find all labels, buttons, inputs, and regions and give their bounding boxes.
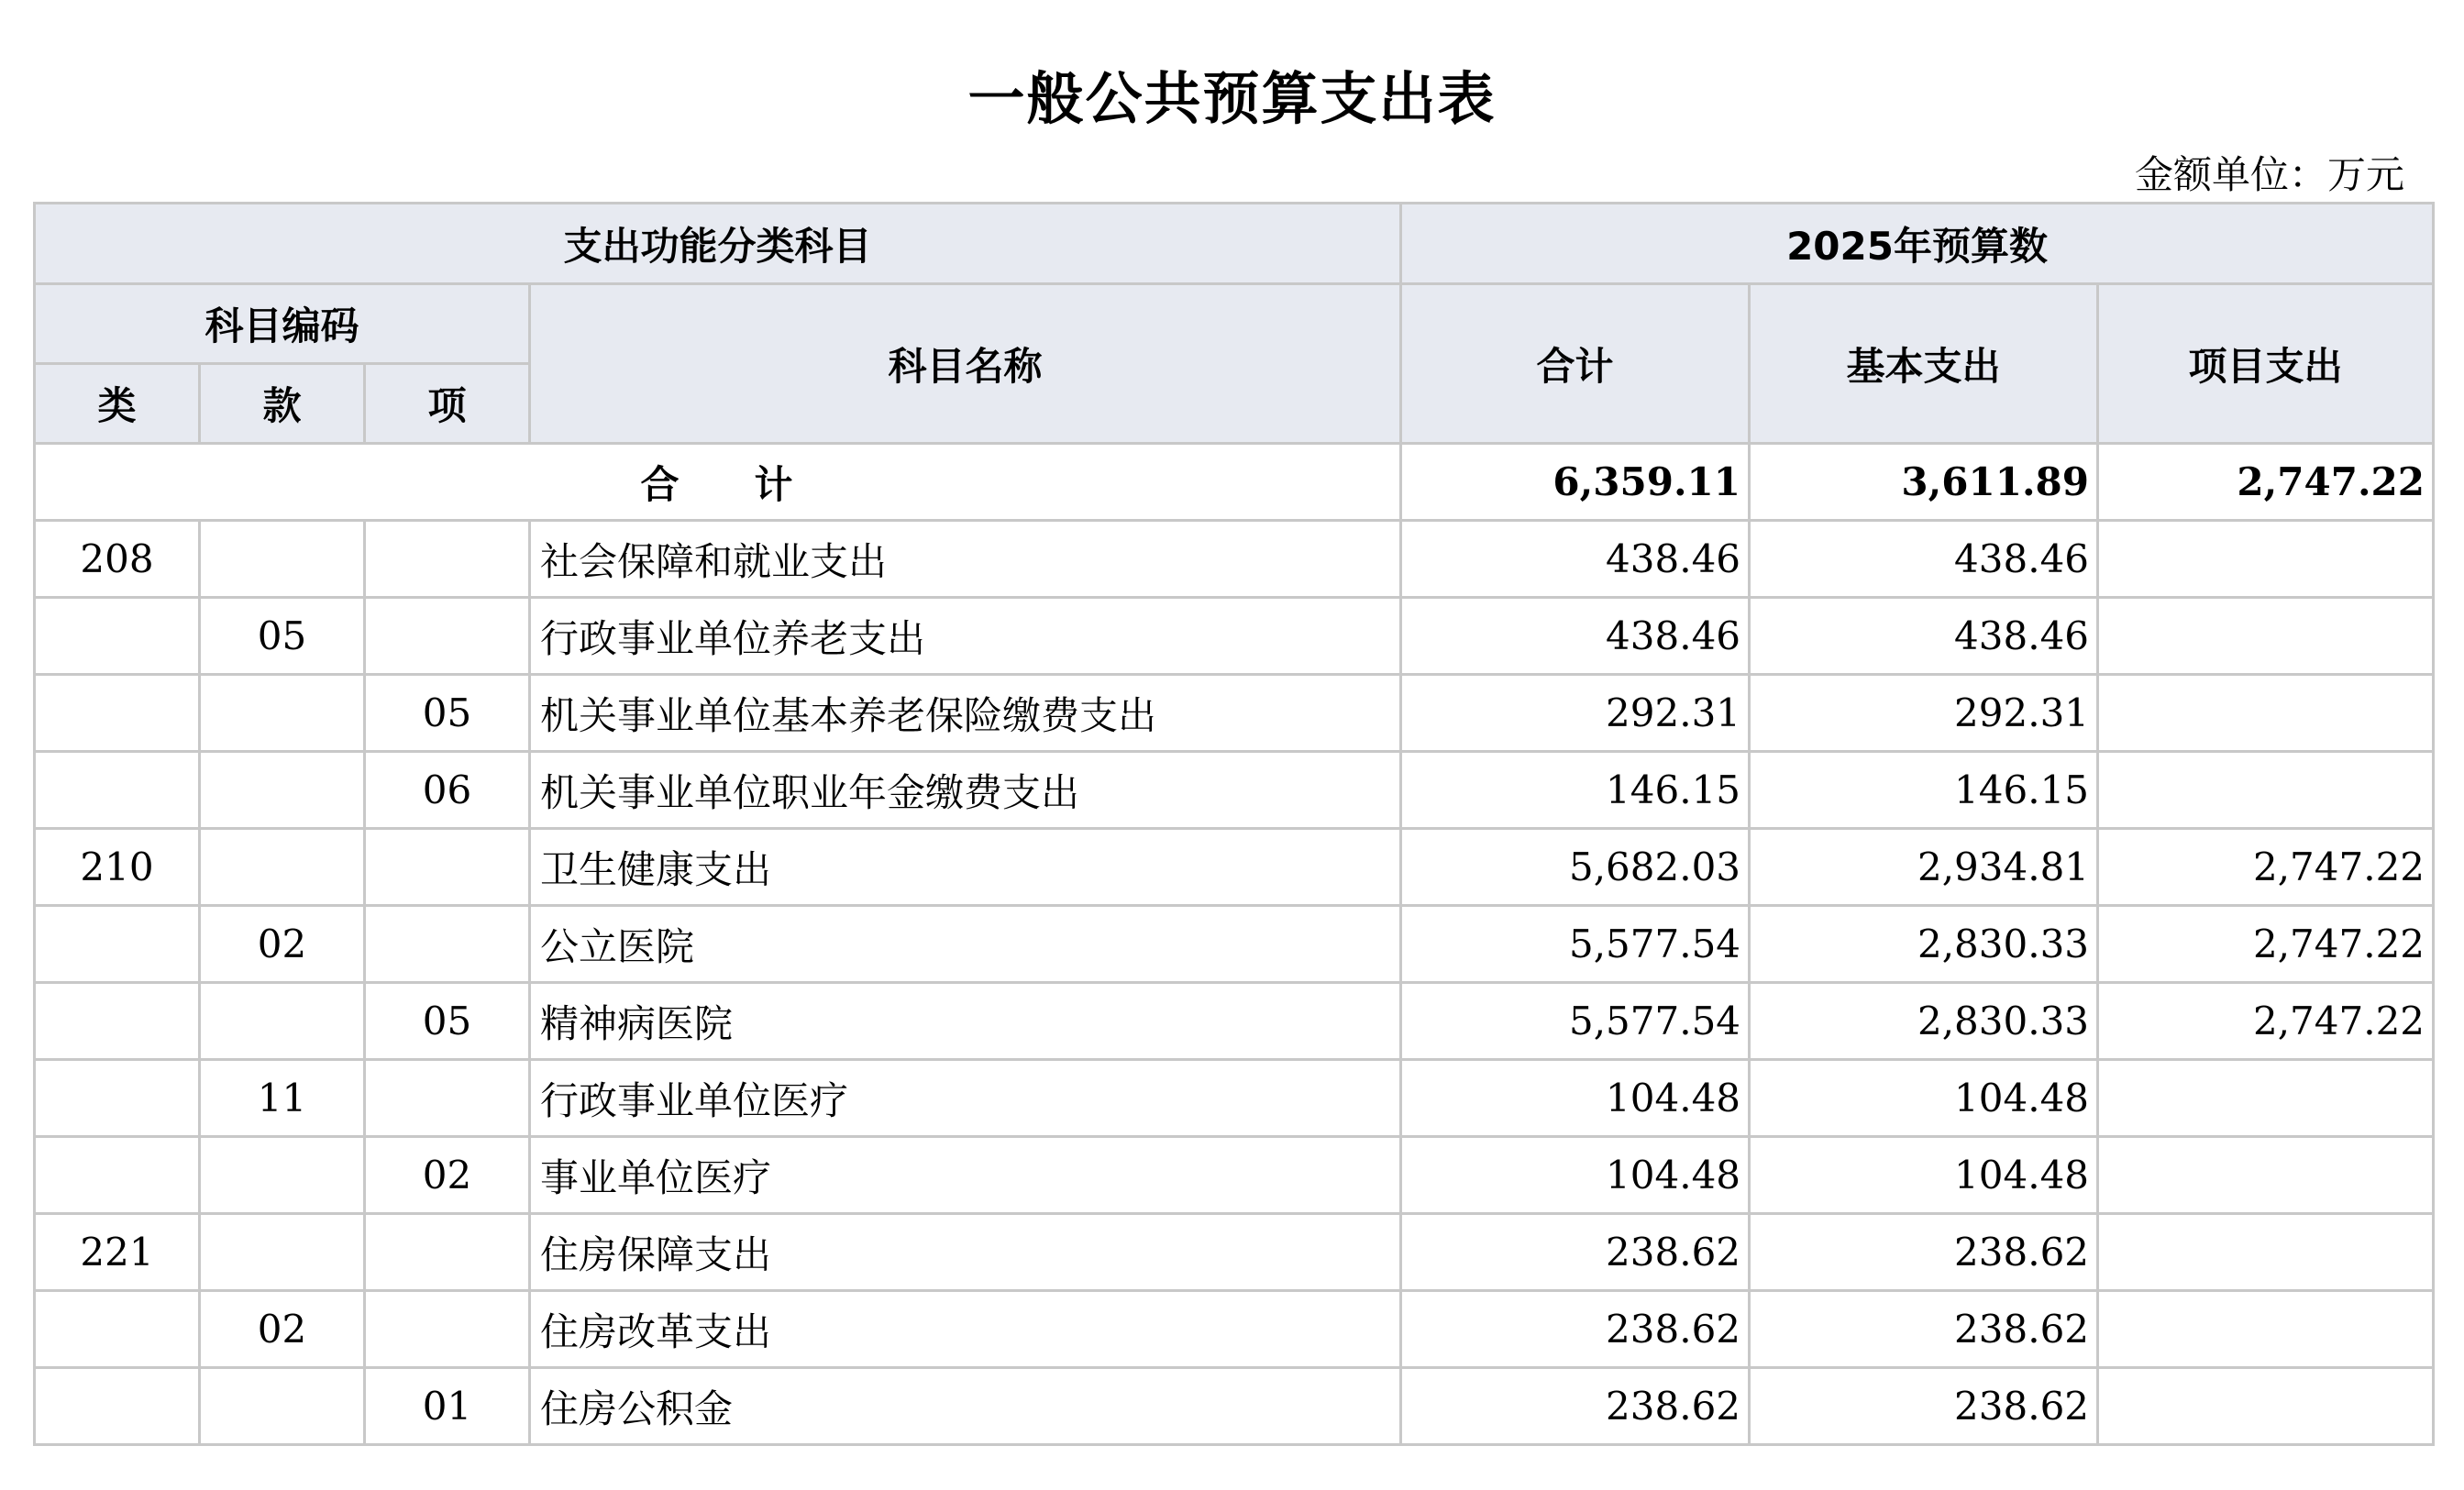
cell-xiang <box>365 906 530 983</box>
cell-total: 238.62 <box>1401 1368 1750 1445</box>
cell-project <box>2098 1214 2434 1291</box>
cell-basic: 2,934.81 <box>1750 829 2098 906</box>
cell-project <box>2098 1060 2434 1137</box>
cell-kuan <box>200 1137 365 1214</box>
table-row <box>35 1291 2434 1368</box>
cell-kuan: 02 <box>200 906 365 983</box>
cell-xiang: 02 <box>365 1137 530 1214</box>
cell-total: 238.62 <box>1401 1214 1750 1291</box>
cell-basic: 238.62 <box>1750 1214 2098 1291</box>
cell-total: 438.46 <box>1401 598 1750 675</box>
cell-project <box>2098 598 2434 675</box>
table-row <box>35 521 2434 598</box>
cell-project: 2,747.22 <box>2098 906 2434 983</box>
cell-xiang <box>365 598 530 675</box>
cell-name: 机关事业单位基本养老保险缴费支出 <box>530 675 1401 752</box>
table-row <box>35 1214 2434 1291</box>
cell-kuan: 02 <box>200 1291 365 1368</box>
cell-name: 住房保障支出 <box>530 1214 1401 1291</box>
cell-xiang: 06 <box>365 752 530 829</box>
header-lei: 类 <box>35 364 200 444</box>
cell-xiang: 05 <box>365 675 530 752</box>
cell-project: 2,747.22 <box>2098 983 2434 1060</box>
table-row <box>35 983 2434 1060</box>
cell-lei <box>35 1137 200 1214</box>
cell-lei <box>35 752 200 829</box>
cell-xiang <box>365 1214 530 1291</box>
total-project: 2,747.22 <box>2098 444 2434 521</box>
header-xiang: 项 <box>365 364 530 444</box>
cell-lei <box>35 1291 200 1368</box>
cell-project <box>2098 1368 2434 1445</box>
cell-basic: 438.46 <box>1750 598 2098 675</box>
cell-xiang: 01 <box>365 1368 530 1445</box>
table-row <box>35 675 2434 752</box>
header-kuan: 款 <box>200 364 365 444</box>
cell-xiang <box>365 829 530 906</box>
cell-lei <box>35 906 200 983</box>
cell-kuan <box>200 983 365 1060</box>
cell-project <box>2098 521 2434 598</box>
cell-name: 住房改革支出 <box>530 1291 1401 1368</box>
total-label: 合 计 <box>35 444 1401 521</box>
cell-xiang: 05 <box>365 983 530 1060</box>
header-basic-expense: 基本支出 <box>1750 284 2098 444</box>
cell-total: 238.62 <box>1401 1291 1750 1368</box>
cell-project <box>2098 1291 2434 1368</box>
cell-basic: 2,830.33 <box>1750 983 2098 1060</box>
cell-basic: 2,830.33 <box>1750 906 2098 983</box>
table-row <box>35 1060 2434 1137</box>
cell-xiang <box>365 1060 530 1137</box>
cell-total: 104.48 <box>1401 1137 1750 1214</box>
cell-project: 2,747.22 <box>2098 829 2434 906</box>
table-row <box>35 1137 2434 1214</box>
table-row <box>35 752 2434 829</box>
header-function-category: 支出功能分类科目 <box>35 204 1401 284</box>
cell-name: 事业单位医疗 <box>530 1137 1401 1214</box>
cell-total: 5,682.03 <box>1401 829 1750 906</box>
cell-project <box>2098 752 2434 829</box>
table-row <box>35 906 2434 983</box>
cell-xiang <box>365 521 530 598</box>
header-project-expense: 项目支出 <box>2098 284 2434 444</box>
cell-name: 公立医院 <box>530 906 1401 983</box>
cell-basic: 292.31 <box>1750 675 2098 752</box>
total-basic: 3,611.89 <box>1750 444 2098 521</box>
cell-total: 5,577.54 <box>1401 983 1750 1060</box>
cell-lei <box>35 675 200 752</box>
cell-name: 行政事业单位养老支出 <box>530 598 1401 675</box>
header-subject-code: 科目编码 <box>35 284 530 364</box>
cell-basic: 104.48 <box>1750 1060 2098 1137</box>
total-amount: 6,359.11 <box>1401 444 1750 521</box>
cell-lei: 221 <box>35 1214 200 1291</box>
cell-basic: 238.62 <box>1750 1368 2098 1445</box>
cell-basic: 146.15 <box>1750 752 2098 829</box>
cell-basic: 238.62 <box>1750 1291 2098 1368</box>
cell-kuan: 05 <box>200 598 365 675</box>
cell-basic: 104.48 <box>1750 1137 2098 1214</box>
cell-lei: 210 <box>35 829 200 906</box>
cell-kuan <box>200 521 365 598</box>
cell-project <box>2098 675 2434 752</box>
unit-label: 金额单位：万元 <box>2134 152 2404 197</box>
cell-lei <box>35 598 200 675</box>
cell-name: 住房公积金 <box>530 1368 1401 1445</box>
cell-kuan: 11 <box>200 1060 365 1137</box>
cell-kuan <box>200 752 365 829</box>
cell-name: 精神病医院 <box>530 983 1401 1060</box>
table-row <box>35 598 2434 675</box>
cell-lei <box>35 1368 200 1445</box>
cell-lei: 208 <box>35 521 200 598</box>
cell-kuan <box>200 1368 365 1445</box>
cell-lei <box>35 983 200 1060</box>
cell-basic: 438.46 <box>1750 521 2098 598</box>
cell-kuan <box>200 1214 365 1291</box>
cell-name: 行政事业单位医疗 <box>530 1060 1401 1137</box>
cell-project <box>2098 1137 2434 1214</box>
total-row <box>35 444 2434 521</box>
cell-kuan <box>200 829 365 906</box>
cell-name: 机关事业单位职业年金缴费支出 <box>530 752 1401 829</box>
cell-total: 5,577.54 <box>1401 906 1750 983</box>
cell-name: 卫生健康支出 <box>530 829 1401 906</box>
cell-lei <box>35 1060 200 1137</box>
header-total: 合计 <box>1401 284 1750 444</box>
cell-name: 社会保障和就业支出 <box>530 521 1401 598</box>
cell-total: 104.48 <box>1401 1060 1750 1137</box>
budget-table <box>33 202 2435 1446</box>
cell-total: 292.31 <box>1401 675 1750 752</box>
cell-xiang <box>365 1291 530 1368</box>
table-row <box>35 829 2434 906</box>
header-subject-name: 科目名称 <box>530 284 1401 444</box>
cell-kuan <box>200 675 365 752</box>
page-title: 一般公共预算支出表 <box>967 65 1497 132</box>
cell-total: 438.46 <box>1401 521 1750 598</box>
cell-total: 146.15 <box>1401 752 1750 829</box>
table-row <box>35 1368 2434 1445</box>
header-budget-2025: 2025年预算数 <box>1401 204 2434 284</box>
